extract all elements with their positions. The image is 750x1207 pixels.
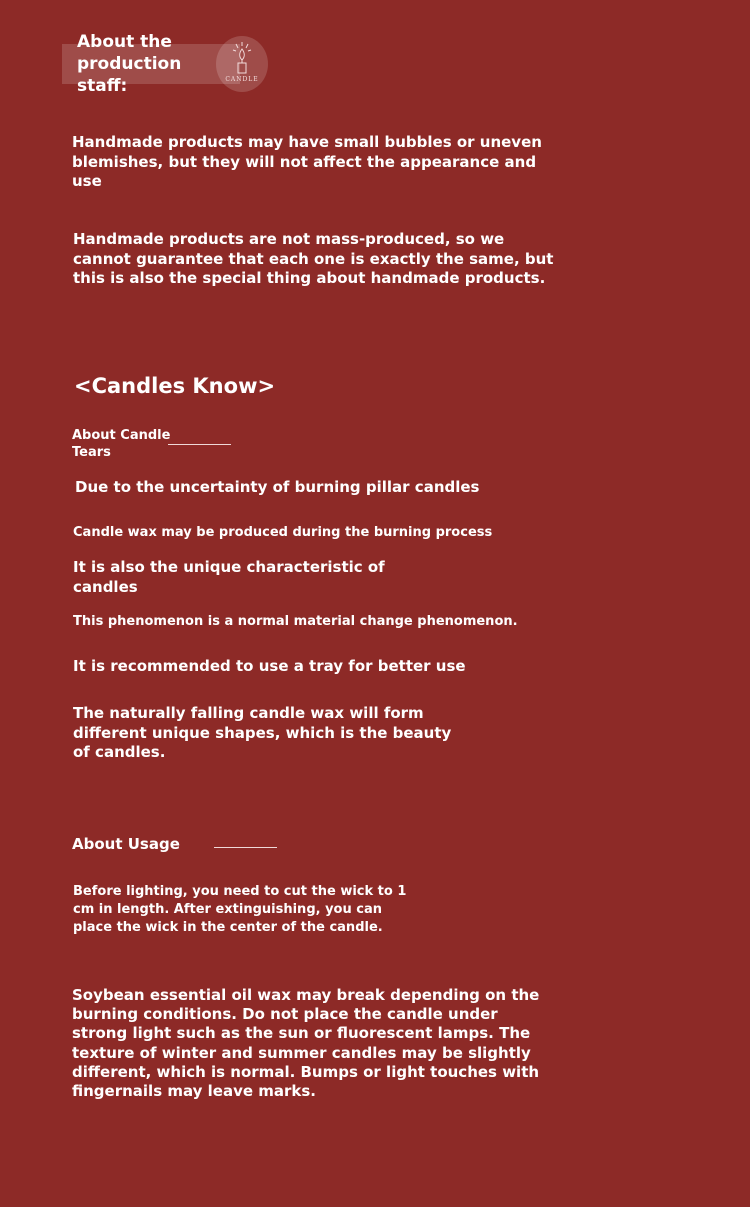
section-heading-candles-know: <Candles Know> [74, 374, 276, 398]
candle-tears-line-4: This phenomenon is a normal material change phenomenon. [73, 614, 518, 629]
candle-tears-line-3: It is also the unique characteristic of candles [73, 558, 385, 596]
intro-paragraph-2: Handmade products are not mass-produced, so we cannot guarantee that each one is exactly the same, but this is also the special thing about handmade products. [73, 230, 554, 287]
usage-underline [214, 847, 277, 848]
intro-paragraph-1: Handmade products may have small bubbles or uneven blemishes, but they will not affect the appearance and use [72, 133, 542, 190]
subheading-candle-tears: About Candle Tears [72, 428, 171, 460]
usage-paragraph-2: Soybean essential oil wax may break depending on the burning conditions. Do not place the candle under strong light such as the sun or fluorescent lamps. The texture of winter and summer candles may be slightly different, which is normal. Bumps or light touches with fingernails may leave marks. [72, 986, 540, 1101]
subheading-underline [168, 444, 231, 445]
candle-logo [216, 36, 268, 92]
candle-tears-line-1: Due to the uncertainty of burning pillar candles [75, 478, 480, 496]
logo-text: CANDLE [225, 76, 259, 83]
candle-tears-line-6: The naturally falling candle wax will form different unique shapes, which is the beauty of candles. [73, 704, 452, 761]
candle-flame-icon [231, 40, 253, 76]
usage-paragraph-1: Before lighting, you need to cut the wick to 1 cm in length. After extinguishing, you can place the wick in the center of the candle. [73, 884, 407, 935]
candle-tears-line-2: Candle wax may be produced during the burning process [73, 525, 493, 540]
section-heading-usage: About Usage [72, 835, 180, 853]
page-title: About the production staff: [77, 32, 182, 96]
candle-tears-line-5: It is recommended to use a tray for better use [73, 657, 466, 675]
